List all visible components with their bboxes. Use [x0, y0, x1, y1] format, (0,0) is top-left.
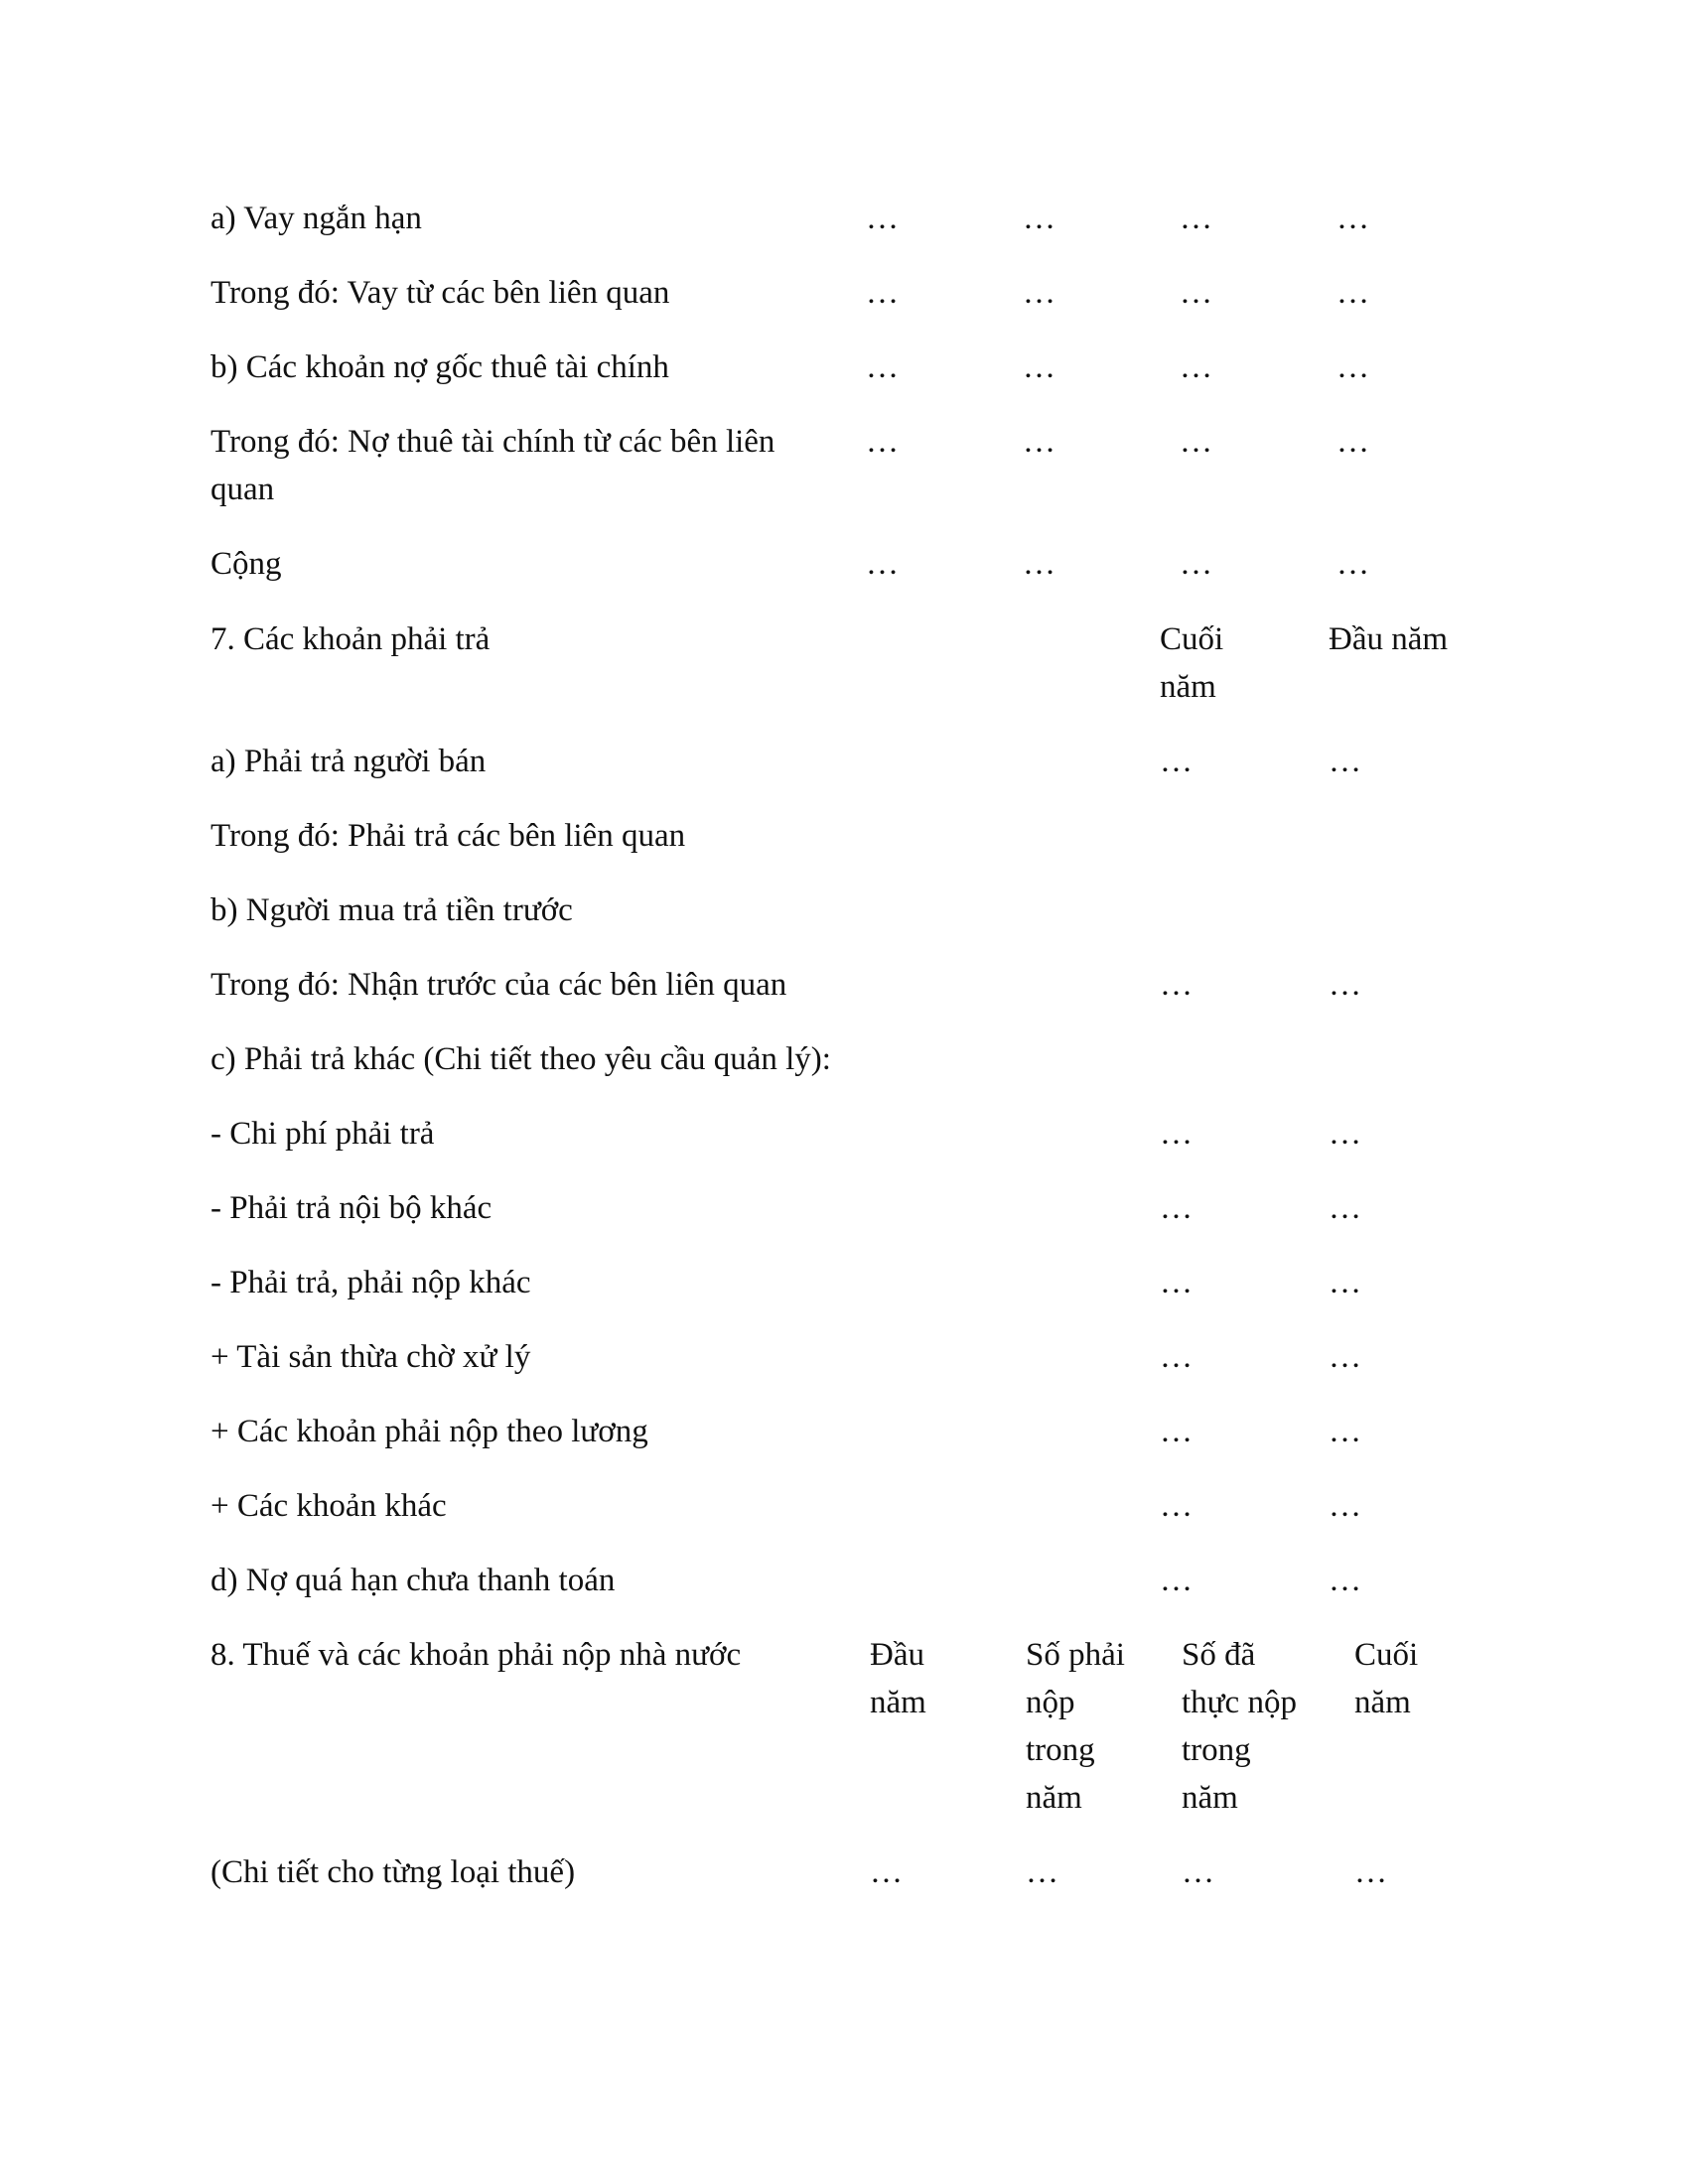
cell-value: … [1180, 546, 1212, 582]
cell-value: … [1329, 744, 1361, 779]
cell-value: … [1329, 1116, 1361, 1152]
cell-value: … [1336, 275, 1369, 311]
cell-value: … [1160, 1116, 1193, 1152]
row-label: (Chi tiết cho từng loại thuế) [211, 1854, 576, 1890]
cell-value: … [1329, 1488, 1361, 1524]
row-label: b) Các khoản nợ gốc thuê tài chính [211, 349, 669, 385]
column-header-payable-line3: trong [1026, 1732, 1095, 1768]
cell-value: … [1160, 1190, 1193, 1226]
cell-value: … [1336, 201, 1369, 236]
cell-value: … [1336, 349, 1369, 385]
cell-value: … [866, 201, 899, 236]
cell-value: … [870, 1854, 903, 1890]
cell-value: … [1336, 424, 1369, 460]
cell-value: … [866, 275, 899, 311]
cell-value: … [1336, 546, 1369, 582]
cell-value: … [1023, 546, 1055, 582]
row-label: Trong đó: Vay từ các bên liên quan [211, 275, 670, 311]
column-header-paid-line4: năm [1182, 1780, 1238, 1816]
cell-value: … [866, 349, 899, 385]
column-header-start-year: Đầu [870, 1637, 924, 1673]
row-label: + Tài sản thừa chờ xử lý [211, 1339, 531, 1375]
cell-value: … [1160, 1488, 1193, 1524]
cell-value: … [1180, 349, 1212, 385]
row-label: a) Vay ngắn hạn [211, 201, 422, 236]
column-header-paid-line2: thực nộp [1182, 1685, 1297, 1720]
cell-value: … [1023, 424, 1055, 460]
row-label: - Phải trả, phải nộp khác [211, 1265, 531, 1300]
cell-value: … [1329, 1265, 1361, 1300]
cell-value: … [1160, 744, 1193, 779]
cell-value: … [1023, 349, 1055, 385]
row-label: c) Phải trả khác (Chi tiết theo yêu cầu quản lý): [211, 1041, 831, 1077]
cell-value: … [1160, 1563, 1193, 1598]
column-header-paid: Số đã [1182, 1637, 1256, 1673]
cell-value: … [1182, 1854, 1214, 1890]
cell-value: … [1160, 1265, 1193, 1300]
cell-value: … [1160, 1339, 1193, 1375]
row-label: Trong đó: Nhận trước của các bên liên quan [211, 967, 787, 1003]
column-header-payable-line2: nộp [1026, 1685, 1075, 1720]
section-title: 7. Các khoản phải trả [211, 621, 491, 657]
column-header-end-year: Cuối [1354, 1637, 1419, 1673]
cell-value: … [1180, 275, 1212, 311]
cell-value: … [1329, 1190, 1361, 1226]
cell-value: … [1160, 967, 1193, 1003]
column-header-paid-line3: trong [1182, 1732, 1251, 1768]
cell-value: … [1023, 201, 1055, 236]
row-label: Trong đó: Phải trả các bên liên quan [211, 818, 686, 854]
row-label: - Chi phí phải trả [211, 1116, 435, 1152]
column-header-end-year-line2: năm [1160, 669, 1216, 705]
row-label: Trong đó: Nợ thuê tài chính từ các bên liên [211, 424, 775, 460]
total-label: Cộng [211, 546, 282, 582]
row-label: d) Nợ quá hạn chưa thanh toán [211, 1563, 616, 1598]
cell-value: … [1160, 1414, 1193, 1449]
cell-value: … [1180, 201, 1212, 236]
column-header-end-year-line2: năm [1354, 1685, 1411, 1720]
row-label: b) Người mua trả tiền trước [211, 892, 573, 928]
column-header-payable: Số phải [1026, 1637, 1125, 1673]
cell-value: … [866, 546, 899, 582]
cell-value: … [1023, 275, 1055, 311]
cell-value: … [866, 424, 899, 460]
cell-value: … [1329, 967, 1361, 1003]
cell-value: … [1026, 1854, 1058, 1890]
cell-value: … [1329, 1339, 1361, 1375]
column-header-payable-line4: năm [1026, 1780, 1082, 1816]
row-label: a) Phải trả người bán [211, 744, 487, 779]
row-label: + Các khoản khác [211, 1488, 447, 1524]
column-header-start-year-line2: năm [870, 1685, 926, 1720]
cell-value: … [1354, 1854, 1387, 1890]
column-header-end-year: Cuối [1160, 621, 1224, 657]
cell-value: … [1329, 1414, 1361, 1449]
cell-value: … [1180, 424, 1212, 460]
row-label: + Các khoản phải nộp theo lương [211, 1414, 648, 1449]
column-header-start-year: Đầu năm [1329, 621, 1449, 657]
row-label: - Phải trả nội bộ khác [211, 1190, 492, 1226]
cell-value: … [1329, 1563, 1361, 1598]
section-title: 8. Thuế và các khoản phải nộp nhà nước [211, 1637, 742, 1673]
row-label-continuation: quan [211, 472, 275, 507]
